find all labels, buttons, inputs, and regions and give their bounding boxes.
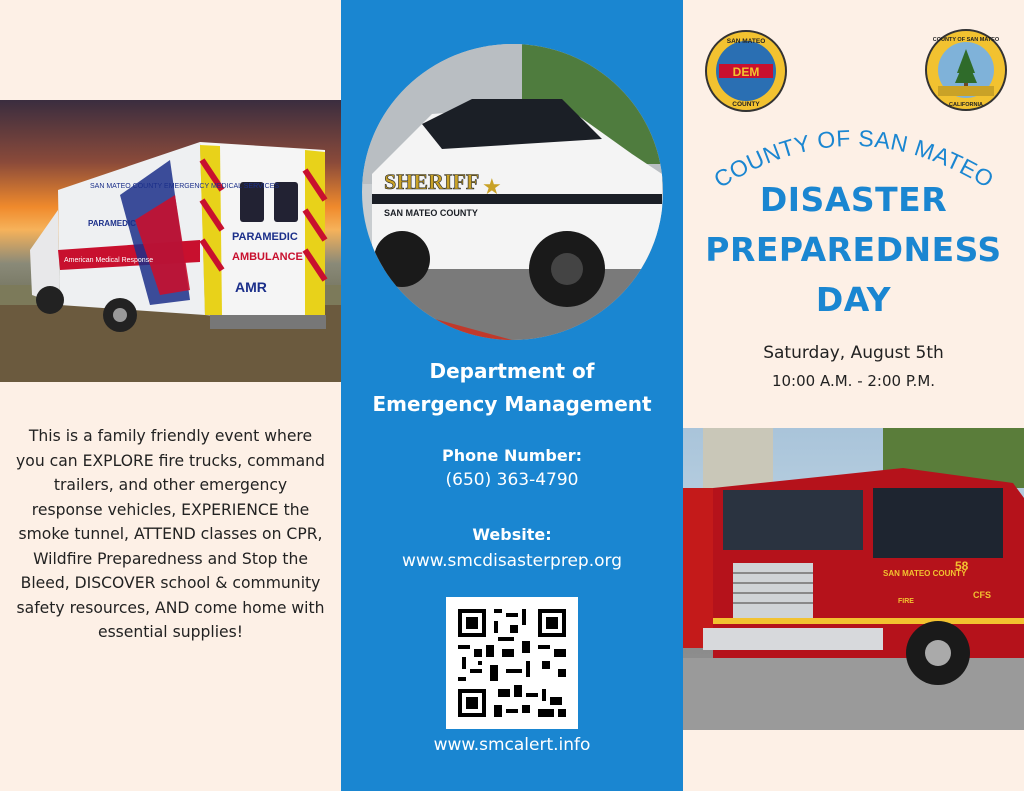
dem-seal-bottom: COUNTY [732, 101, 760, 108]
county-seal-top: COUNTY OF SAN MATEO [932, 37, 1000, 43]
right-panel [683, 0, 1024, 791]
website-heading: Website: [472, 525, 552, 544]
department-name-line2: Emergency Management [372, 392, 652, 416]
ambulance-photo [0, 100, 341, 382]
title-line-day: DAY [815, 280, 892, 319]
sheriff-door-sublabel: SAN MATEO COUNTY [384, 208, 478, 218]
firetruck-unit-number: 58 [955, 559, 969, 573]
middle-panel [341, 0, 683, 791]
title-line-disaster: DISASTER [759, 180, 948, 219]
firetruck-photo [683, 428, 1024, 730]
website-link[interactable]: www.smcdisasterprep.org [401, 551, 623, 571]
dem-seal-center: DEM [732, 65, 760, 79]
county-seal-bottom: CALIFORNIA [949, 102, 983, 108]
ambulance-rear-label: PARAMEDIC [232, 231, 298, 243]
county-seal-logo [925, 29, 1007, 111]
firetruck-cfs-label: CFS [973, 590, 991, 600]
title-line-preparedness: PREPAREDNESS [705, 230, 1002, 269]
sheriff-door-label: SHERIFF [384, 169, 480, 194]
qr-code-pattern [446, 597, 578, 729]
phone-heading: Phone Number: [442, 446, 582, 465]
event-description: This is a family friendly event where you can EXPLORE fire trucks, command trailers, and other emergency response vehicles, EXPERIENCE the smoke tunnel, ATTEND classes on CPR, Wildfire Preparedness and Stop the Bleed, DISCOVER school & community safety resources, AND come home with essential supplies! [16, 427, 325, 641]
department-name [341, 355, 683, 421]
qr-code [446, 597, 578, 729]
ambulance-agency-label: SAN MATEO COUNTY EMERGENCY MEDICAL SERVICES [90, 183, 280, 190]
sheriff-car-illustration [362, 44, 663, 340]
left-panel [0, 0, 341, 791]
ambulance-illustration [0, 100, 341, 382]
department-name-line1: Department of [429, 359, 595, 383]
phone-number[interactable]: (650) 363-4790 [445, 470, 579, 490]
ambulance-rear-sign: AMBULANCE [232, 251, 303, 263]
firetruck-door-label: SAN MATEO COUNTY [883, 569, 967, 578]
sheriff-star-icon: ★ [482, 175, 502, 200]
ambulance-side-label: PARAMEDIC [88, 219, 136, 228]
ambulance-company-label: American Medical Response [64, 257, 154, 264]
amr-logo: AMR [235, 279, 267, 295]
dem-seal-logo [705, 30, 787, 112]
county-arc-text: COUNTY OF SAN MATEO [709, 124, 999, 193]
firetruck-illustration [683, 428, 1024, 730]
event-date: Saturday, August 5th [763, 343, 944, 363]
alert-link[interactable]: www.smcalert.info [433, 735, 591, 755]
sheriff-car-photo [362, 44, 663, 340]
event-time: 10:00 A.M. - 2:00 P.M. [771, 372, 936, 390]
dem-seal-top: SAN MATEO [726, 38, 766, 45]
firetruck-fire-label: FIRE [898, 598, 914, 605]
